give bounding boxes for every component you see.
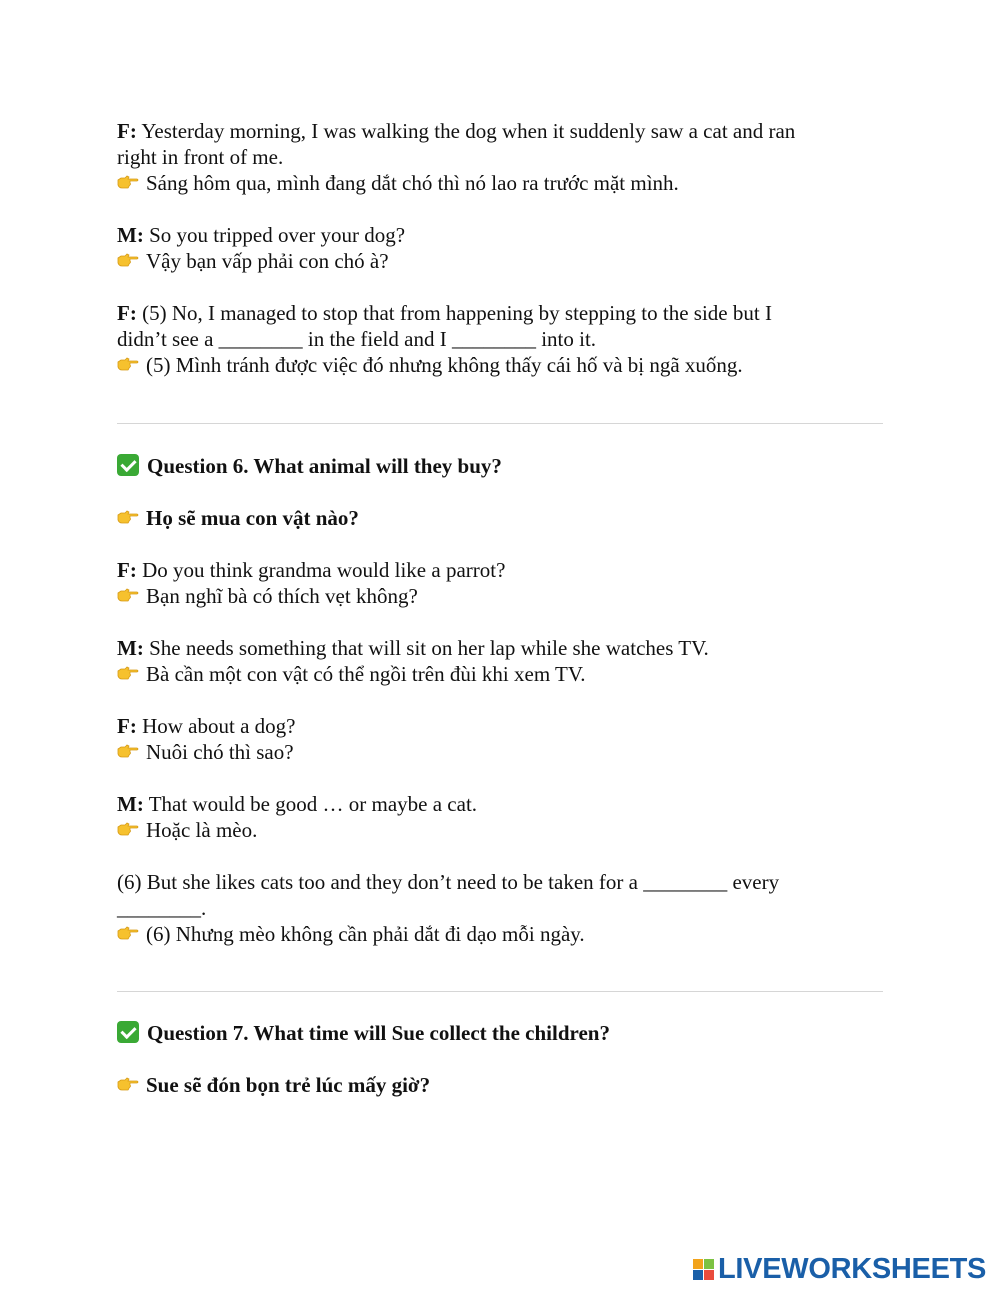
brand-name: LIVEWORKSHEETS xyxy=(718,1252,987,1285)
pointing-hand-icon xyxy=(117,668,139,682)
vietnamese-translation: Bạn nghĩ bà có thích vẹt không? xyxy=(117,583,887,609)
dialogue-line: F: Do you think grandma would like a parrot? xyxy=(117,558,506,582)
check-mark-icon xyxy=(117,1021,139,1043)
pointing-hand-icon xyxy=(117,824,139,838)
vietnamese-translation: (6) Nhưng mèo không cần phải dắt đi dạo mỗi ngày. xyxy=(117,921,887,947)
blank-1: ________ xyxy=(643,870,728,894)
worksheet-page xyxy=(117,118,887,1098)
english-text: (5) No, I managed to stop that from happening by stepping to the side but I xyxy=(142,301,772,325)
speaker-label: F: xyxy=(117,301,137,325)
question-6-prompt: (6) But she likes cats too and they don’t need to be taken for a ________ every xyxy=(117,870,780,894)
dialogue-line: M: That would be good … or maybe a cat. xyxy=(117,792,478,816)
question-6-prompt-cont: ________. xyxy=(117,896,207,920)
vietnamese-translation: Sáng hôm qua, mình đang dắt chó thì nó lao ra trước mặt mình. xyxy=(117,170,887,196)
speaker-label: M: xyxy=(117,223,144,247)
blank-2: ________ xyxy=(451,327,536,351)
question-7-vi-title: Sue sẽ đón bọn trẻ lúc mấy giờ? xyxy=(117,1072,887,1098)
dialogue-line-cont: didn’t see a ________ in the field and I ________ into it. xyxy=(117,327,597,351)
dialogue-line: F: How about a dog? xyxy=(117,714,296,738)
question-6-vi-title: Họ sẽ mua con vật nào? xyxy=(117,505,887,531)
dialogue-line: M: She needs something that will sit on her lap while she watches TV. xyxy=(117,636,709,660)
logo-mark-icon xyxy=(693,1259,714,1280)
question-7-title: Question 7. What time will Sue collect the children? xyxy=(117,1020,887,1046)
pointing-hand-icon xyxy=(117,359,139,373)
dialogue-line xyxy=(117,300,887,326)
liveworksheets-logo xyxy=(693,1254,986,1284)
vietnamese-translation: Vậy bạn vấp phải con chó à? xyxy=(117,248,887,274)
english-text: So you tripped over your dog? xyxy=(149,223,406,247)
blank-1: ________ xyxy=(218,327,303,351)
check-mark-icon xyxy=(117,454,139,476)
pointing-hand-icon xyxy=(117,928,139,942)
vietnamese-translation: Bà cần một con vật có thể ngồi trên đùi khi xem TV. xyxy=(117,661,887,687)
question-6-title: Question 6. What animal will they buy? xyxy=(117,453,887,479)
dialogue-line xyxy=(117,222,887,248)
pointing-hand-icon xyxy=(117,512,139,526)
vietnamese-translation: (5) Mình tránh được việc đó nhưng không thấy cái hố và bị ngã xuống. xyxy=(117,352,887,378)
pointing-hand-icon xyxy=(117,177,139,191)
pointing-hand-icon xyxy=(117,746,139,760)
vietnamese-translation: Hoặc là mèo. xyxy=(117,817,887,843)
vietnamese-translation: Nuôi chó thì sao? xyxy=(117,739,887,765)
blank-2: ________ xyxy=(117,896,201,920)
english-text: Yesterday morning, I was walking the dog when it suddenly saw a cat and ran xyxy=(141,119,796,143)
pointing-hand-icon xyxy=(117,255,139,269)
speaker-label: F: xyxy=(117,119,137,143)
pointing-hand-icon xyxy=(117,590,139,604)
pointing-hand-icon xyxy=(117,1079,139,1093)
dialogue-line-cont: right in front of me. xyxy=(117,145,284,169)
dialogue-line xyxy=(117,118,887,144)
